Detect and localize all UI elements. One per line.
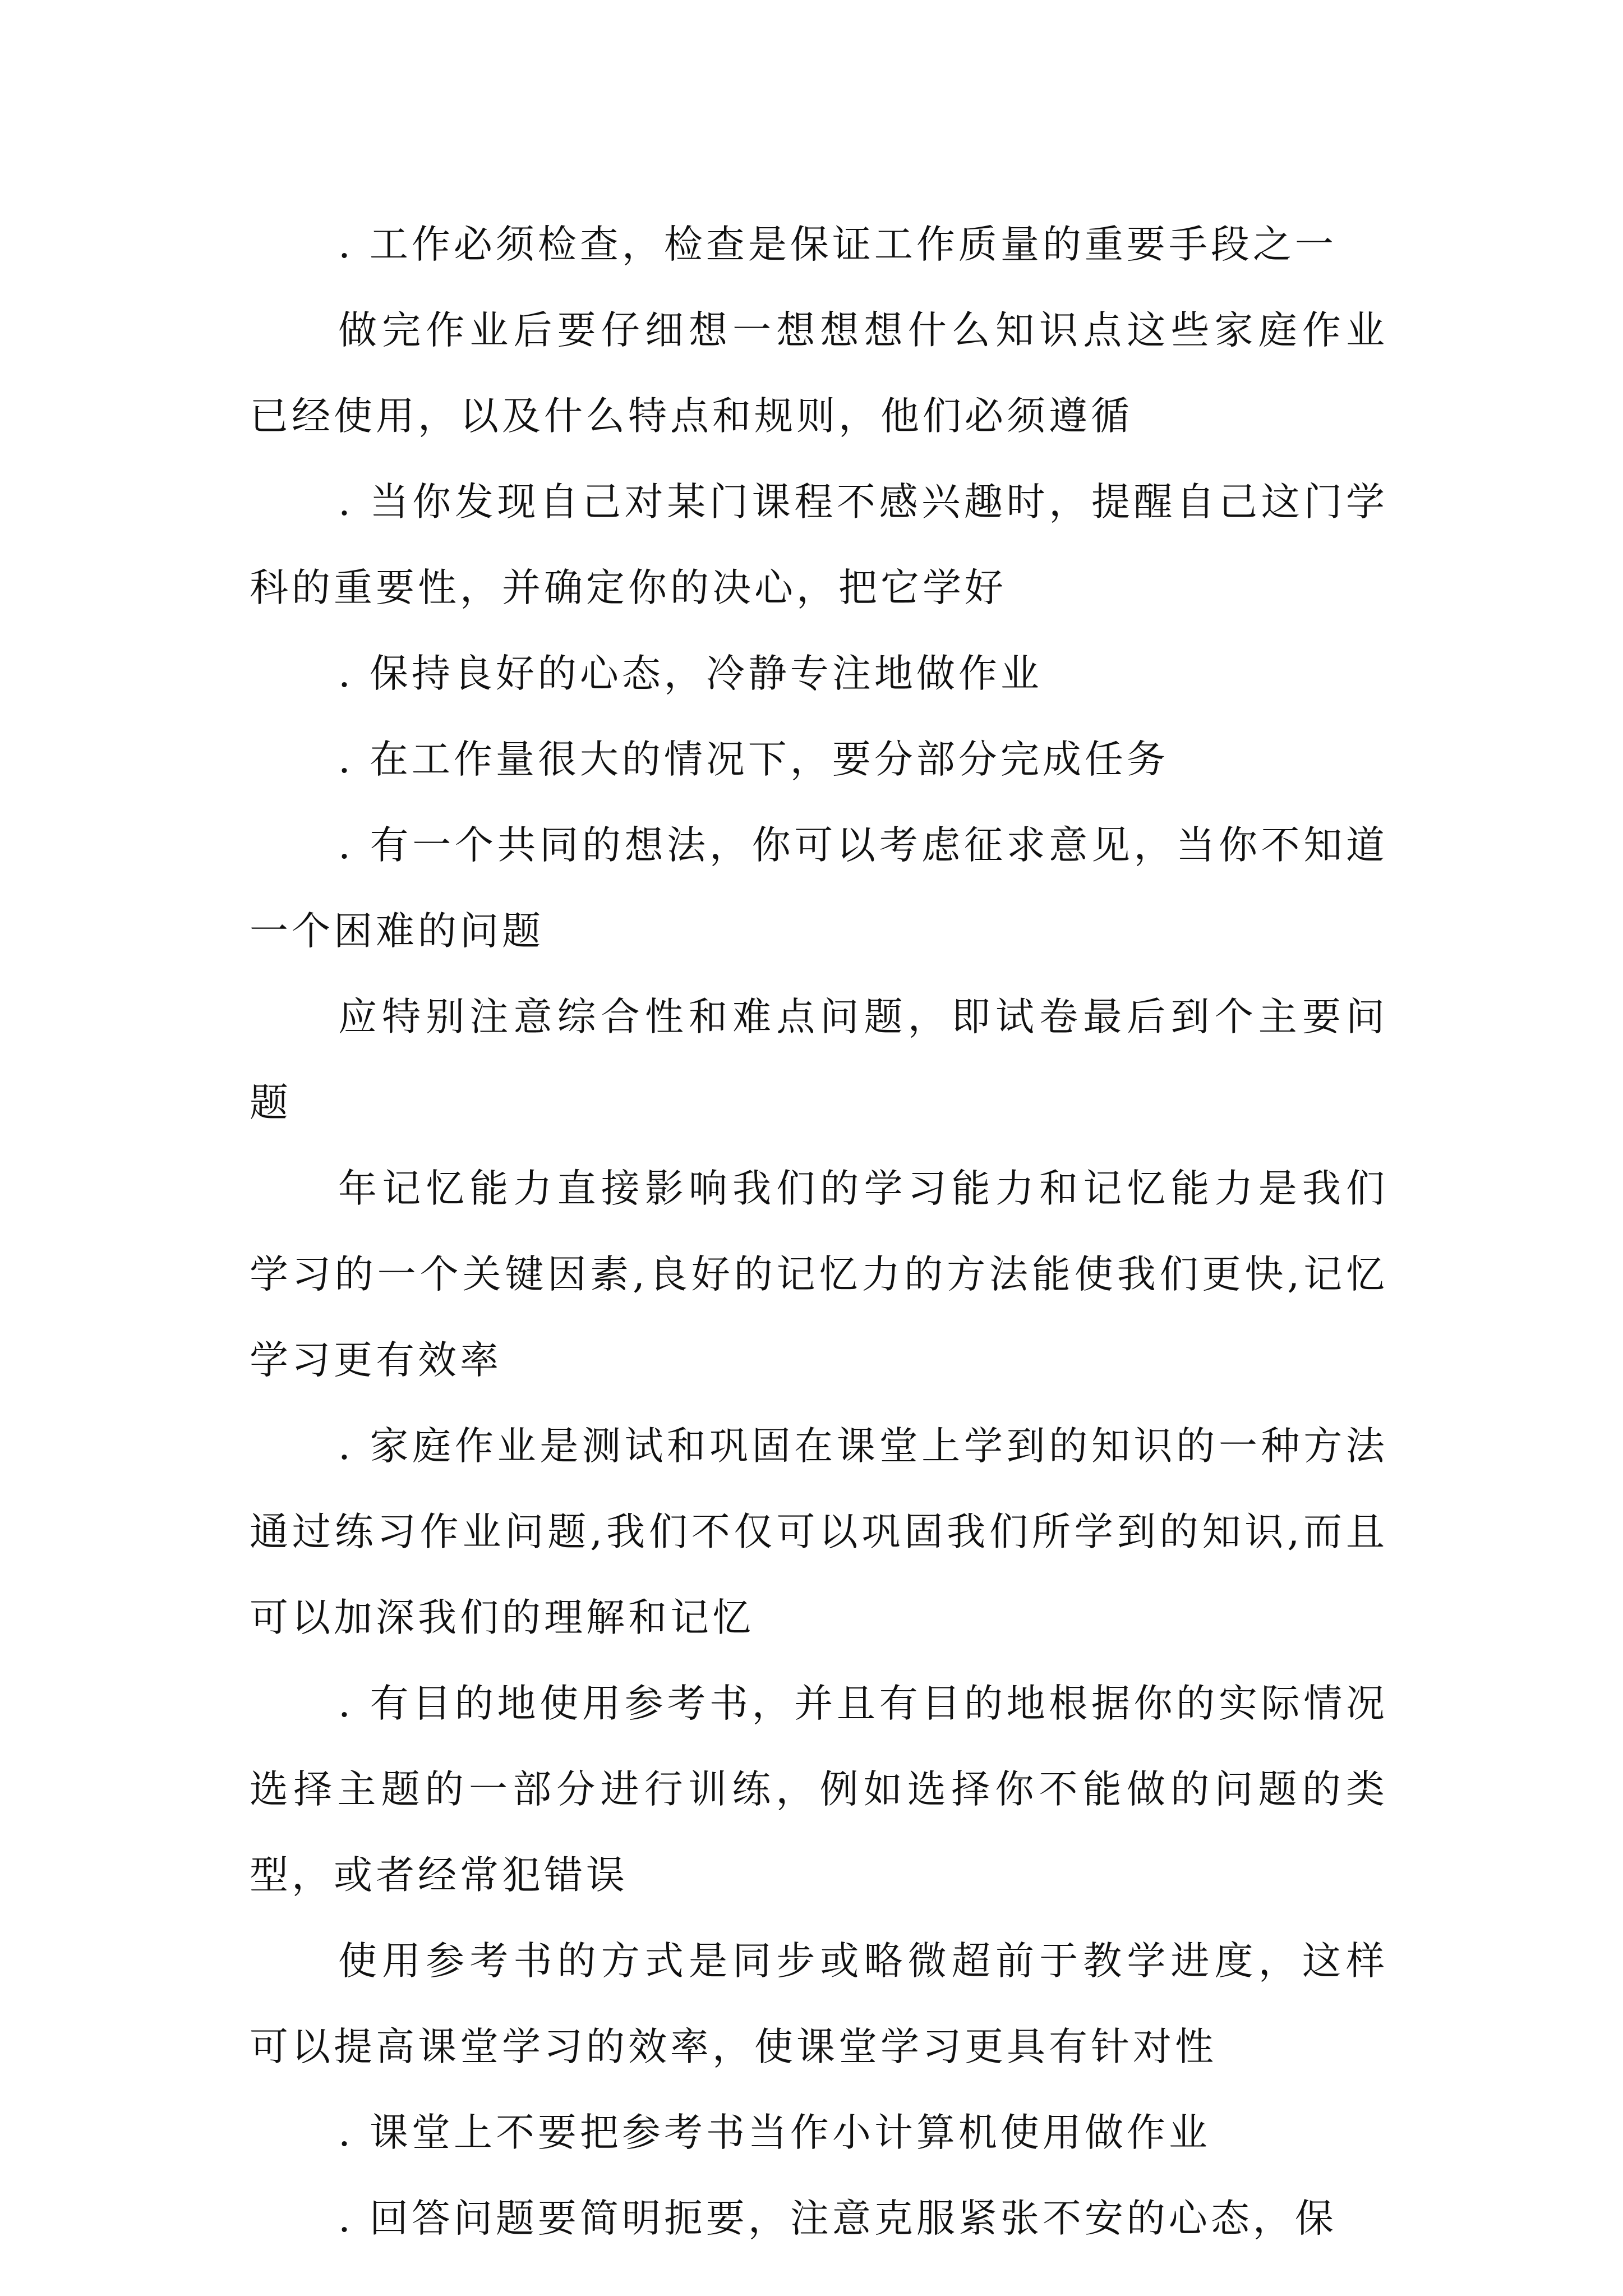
paragraph-3: . 当你发现自己对某门课程不感兴趣时，提醒自己这门学科的重要性，并确定你的决心，把它学好 (250, 480, 1388, 610)
paragraph-9: . 家庭作业是测试和巩固在课堂上学到的知识的一种方法通过练习作业问题,我们不仅可以巩固我们所学到的知识,而且可以加深我们的理解和记忆 (250, 1424, 1388, 1640)
paragraph-2: 做完作业后要仔细想一想想想什么知识点这些家庭作业已经使用，以及什么特点和规则，他们必须遵循 (250, 308, 1388, 439)
paragraph-11: 使用参考书的方式是同步或略微超前于教学进度，这样可以提高课堂学习的效率，使课堂学习更具有针对性 (250, 1939, 1388, 2069)
document-body (250, 202, 1388, 2262)
paragraph-8: 年记忆能力直接影响我们的学习能力和记忆能力是我们学习的一个关键因素,良好的记忆力的方法能使我们更快,记忆学习更有效率 (250, 1166, 1388, 1383)
paragraph-6: . 有一个共同的想法，你可以考虑征求意见，当你不知道一个困难的问题 (250, 823, 1388, 954)
paragraph-13: . 回答问题要简明扼要，注意克服紧张不安的心态，保 (338, 2196, 1337, 2241)
paragraph-5: . 在工作量很大的情况下，要分部分完成任务 (338, 737, 1169, 782)
paragraph-4: . 保持良好的心态，冷静专注地做作业 (338, 651, 1043, 696)
paragraph-10: . 有目的地使用参考书，并且有目的地根据你的实际情况选择主题的一部分进行训练，例如选择你不能做的问题的类型，或者经常犯错误 (250, 1681, 1388, 1898)
paragraph-1: . 工作必须检查，检查是保证工作质量的重要手段之一 (338, 222, 1337, 267)
paragraph-12: . 课堂上不要把参考书当作小计算机使用做作业 (338, 2110, 1211, 2155)
paragraph-7: 应特别注意综合性和难点问题，即试卷最后到个主要问题 (250, 995, 1388, 1125)
